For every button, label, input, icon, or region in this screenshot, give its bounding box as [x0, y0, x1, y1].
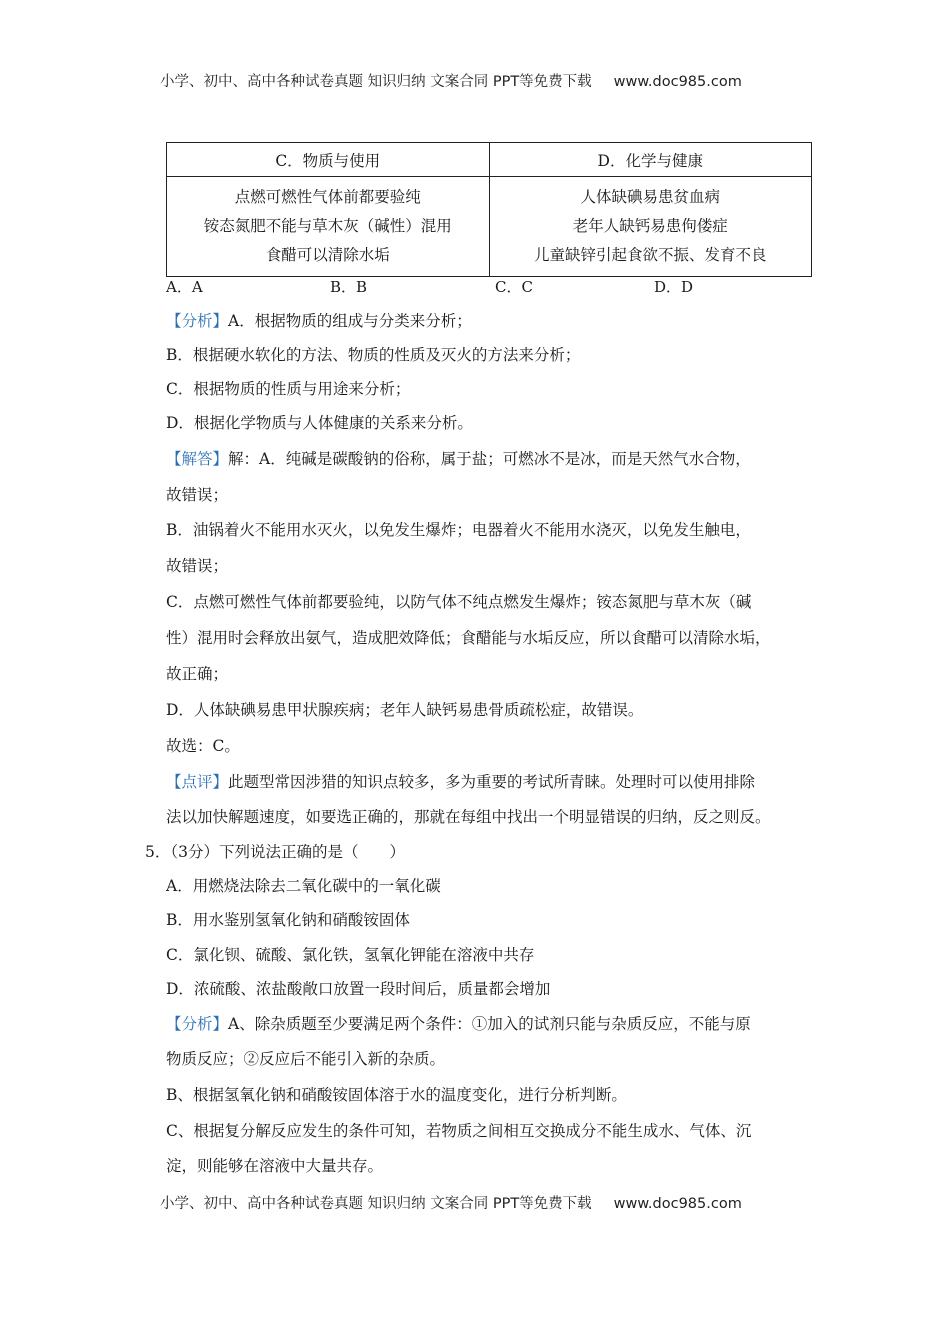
q4-answer-line — [166, 449, 751, 469]
q4-answer-line: D．人体缺碘易患甲状腺疾病；老年人缺钙易患骨质疏松症，故错误。 — [166, 701, 644, 719]
footer-site[interactable]: www.doc985.com — [613, 1196, 742, 1212]
q4-analysis-text: A．根据物质的组成与分类来分析； — [228, 312, 472, 330]
col-d-line: 老年人缺钙易患佝偻症 — [572, 217, 728, 235]
col-d-title: D．化学与健康 — [489, 143, 812, 177]
q5-analysis-line: 淀，则能够在溶液中大量共存。 — [166, 1157, 384, 1175]
q5-option-c: C．氯化钡、硫酸、氯化铁，氢氧化钾能在溶液中共存 — [166, 946, 535, 964]
col-c-title: C．物质与使用 — [167, 143, 490, 177]
col-c-body — [167, 177, 490, 277]
q4-answer-line: 故选：C。 — [166, 737, 240, 755]
analysis-tag: 【分析】 — [166, 1015, 229, 1033]
q4-analysis-line: D．根据化学物质与人体健康的关系来分析。 — [166, 414, 473, 432]
comment-tag: 【点评】 — [166, 773, 229, 791]
q4-choices — [166, 276, 806, 296]
page-footer — [160, 1192, 860, 1213]
footer-text: 小学、初中、高中各种试卷真题 知识归纳 文案合同 PPT等免费下载 — [160, 1196, 592, 1212]
q4-answer-line: C．点燃可燃性气体前都要验纯，以防气体不纯点燃发生爆炸；铵态氮肥与草木灰（碱 — [166, 593, 752, 611]
q4-analysis-line: C．根据物质的性质与用途来分析； — [166, 380, 411, 398]
q5-option-d: D．浓硫酸、浓盐酸敞口放置一段时间后，质量都会增加 — [166, 980, 551, 998]
q4-comment-text: 此题型常因涉猎的知识点较多，多为重要的考试所青睐。处理时可以使用排除 — [228, 773, 756, 791]
q4-answer-line: 性）混用时会释放出氨气，造成肥效降低；食醋能与水垢反应，所以食醋可以清除水垢， — [166, 629, 771, 647]
col-c-line: 点燃可燃性气体前都要验纯 — [234, 188, 421, 206]
q4-answer-line: 故错误； — [166, 486, 229, 504]
q4-answer-text: 解：A．纯碱是碳酸钠的俗称，属于盐；可燃冰不是冰，而是天然气水合物， — [228, 450, 751, 468]
page-header — [160, 70, 860, 91]
q5-analysis-text: A、除杂质题至少要满足两个条件：①加入的试剂只能与杂质反应，不能与原 — [228, 1015, 751, 1033]
q5-option-b: B．用水鉴别氢氧化钠和硝酸铵固体 — [166, 911, 410, 929]
q5-stem: 5．（3分）下列说法正确的是（ ） — [145, 843, 405, 861]
q4-answer-line: 故正确； — [166, 665, 229, 683]
q5-analysis-line: B、根据氢氧化钠和硝酸铵固体溶于水的温度变化，进行分析判断。 — [166, 1086, 627, 1104]
q4-analysis-line — [166, 311, 472, 331]
choice-a: A．A — [166, 278, 203, 296]
q5-analysis-line: C、根据复分解反应发生的条件可知，若物质之间相互交换成分不能生成水、气体、沉 — [166, 1122, 752, 1140]
q4-analysis-line: B．根据硬水软化的方法、物质的性质及灭火的方法来分析； — [166, 346, 581, 364]
col-d-body — [489, 177, 812, 277]
choice-d: D．D — [654, 278, 694, 296]
q5-analysis-line: 物质反应；②反应后不能引入新的杂质。 — [166, 1050, 446, 1068]
q4-comment-line: 法以加快解题速度，如要选正确的，那就在每组中找出一个明显错误的归纳，反之则反。 — [166, 808, 771, 826]
q4-comment-line — [166, 772, 755, 792]
col-d-line: 人体缺碘易患贫血病 — [580, 188, 720, 206]
choice-c: C．C — [495, 278, 533, 296]
analysis-tag: 【分析】 — [166, 312, 229, 330]
q5-analysis-line — [166, 1014, 751, 1034]
answer-tag: 【解答】 — [166, 450, 229, 468]
col-c-line: 食醋可以清除水垢 — [265, 246, 390, 264]
col-d-line: 儿童缺锌引起食欲不振、发育不良 — [533, 246, 767, 264]
choice-b: B．B — [330, 278, 368, 296]
options-table — [166, 142, 812, 277]
q4-answer-line: 故错误； — [166, 557, 229, 575]
q5-option-a: A．用燃烧法除去二氧化碳中的一氧化碳 — [166, 877, 441, 895]
col-c-line: 铵态氮肥不能与草木灰（碱性）混用 — [203, 217, 452, 235]
q4-answer-line: B．油锅着火不能用水灭火，以免发生爆炸；电器着火不能用水浇灭，以免发生触电， — [166, 521, 751, 539]
header-site[interactable]: www.doc985.com — [613, 74, 742, 90]
header-text: 小学、初中、高中各种试卷真题 知识归纳 文案合同 PPT等免费下载 — [160, 74, 592, 90]
